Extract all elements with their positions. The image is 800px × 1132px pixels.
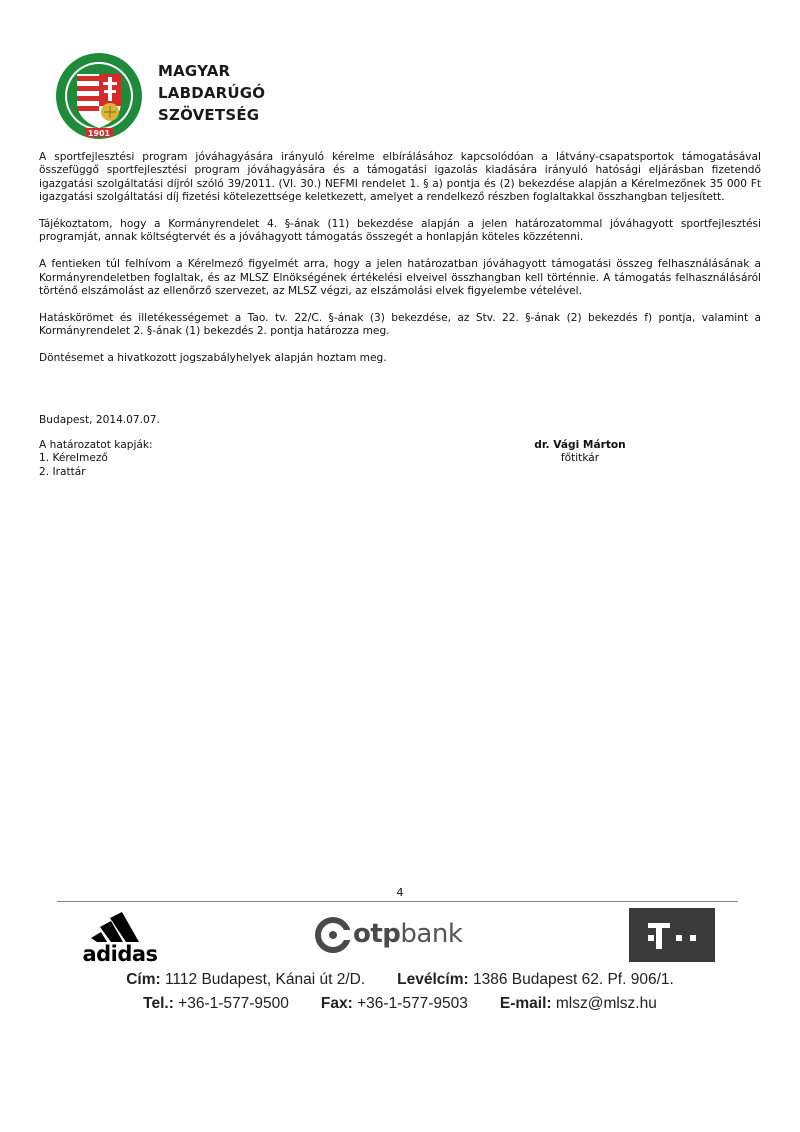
otpbank-logo-icon [315,917,351,953]
email-label: E-mail: [499,995,552,1012]
recipients-title: A határozatot kapják: [39,439,153,451]
postal-value: 1386 Budapest 62. Pf. 906/1. [473,971,674,988]
otpbank-wordmark [353,919,462,949]
letterhead [55,52,355,142]
postal-label: Levélcím: [397,971,469,988]
paragraph-usage: A fentieken túl felhívom a Kérelmező figyelmét arra, hogy a jelen határozatban jóváhagyott támogatási összeg felhasználásának a Kormányrendeletben foglaltak, és az MLSZ Elnökségének értékelési elveivel összhangban kell történnie. A támogatás felhasználásáról történő elszámolást az ellenőrző szervezet, az MLSZ végzi, az elszámolási elvek figyelembe vételével. [39,258,761,298]
contact-row-address [0,968,800,992]
phone-value: +36-1-577-9500 [178,995,289,1012]
email-link[interactable]: mlsz@mlsz.hu [555,995,657,1012]
fax-label: Fax: [320,995,353,1012]
recipients-block [39,439,153,479]
bank-word: bank [400,919,463,949]
address-value: 1112 Budapest, Kánai út 2/D. [164,971,366,988]
telekom-logo-icon [629,908,715,962]
signature-block [530,439,630,466]
footer-divider [57,901,738,902]
recipient-item: 1. Kérelmező [39,452,108,465]
recipient-item: 2. Irattár [39,465,86,478]
date-line: Budapest, 2014.07.07. [39,414,160,426]
paragraph-competence: Hatáskörömet és illetékességemet a Tao. tv. 22/C. §-ának (3) bekezdése, az Stv. 22. §-ának (2) bekezdés f) pontja, valamint a Kormányrendelet 2. §-ának (1) bekezdés 2. pontja határozza meg. [39,311,761,338]
decision-body [39,151,761,379]
crest-year: 1901 [87,129,111,138]
contact-row-phone [0,992,800,1016]
organization-name [158,60,265,126]
org-name-line-2: LABDARÚGÓ [158,84,266,102]
adidas-wordmark: adidas [82,942,158,966]
org-name-line-3: SZÖVETSÉG [158,106,260,124]
signer-name: dr. Vági Márton [534,439,626,451]
fax-value: +36-1-577-9503 [357,995,468,1012]
page-number: 4 [396,886,404,899]
signer-title: főtitkár [560,452,600,465]
phone-label: Tel.: [143,995,174,1012]
paragraph-decision: Döntésemet a hivatkozott jogszabályhelyek alapján hoztam meg. [39,352,387,365]
contact-info [0,968,800,1016]
paragraph-fee: A sportfejlesztési program jóváhagyására irányuló kérelme elbírálásához kapcsolódóan a látvány-csapatsportok támogatásával összefüggő sportfejlesztési program jóváhagyására és a támogatási igazolás kiadására irányuló hatósági eljárásban fizetendő igazgatási szolgáltatási díjról szóló 39/2011. (VI. 30.) NEFMI rendelet 1. § a) pontja és (2) bekezdése alapján a Kérelmezőnek 35 000 Ft igazgatási szolgáltatási díj fizetési kötelezettsége keletkezett, amelyet a rendelkező részben foglaltakkal összhangban teljesített. [39,151,761,204]
otp-word-bold: otp [353,919,401,949]
paragraph-publication: Tájékoztatom, hogy a Kormányrendelet 4. §-ának (11) bekezdése alapján a jelen határozatommal jóváhagyott sportfejlesztési programját, annak költségtervét és a jóváhagyott támogatás összegét a honlapján köteles közzétenni. [39,218,761,244]
address-label: Cím: [126,971,161,988]
org-name-line-1: MAGYAR [158,62,231,80]
mlsz-crest-icon [55,52,143,140]
sponsor-strip [57,904,738,966]
